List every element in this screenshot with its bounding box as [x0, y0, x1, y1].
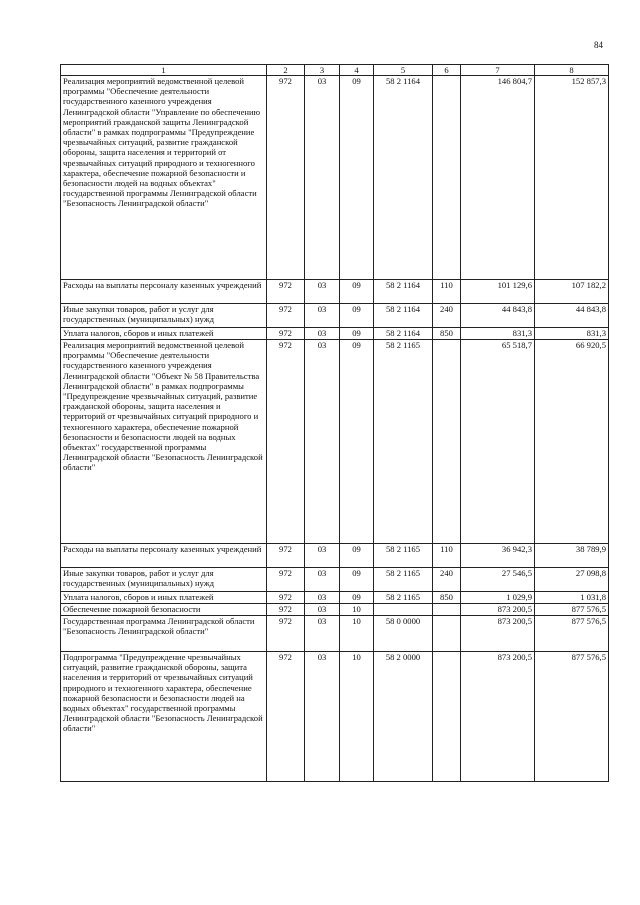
cell-sum-year1: 44 843,8 [461, 304, 535, 328]
cell-subsection: 09 [340, 76, 374, 280]
cell-grbs: 972 [267, 592, 305, 604]
table-row [61, 616, 609, 652]
cell-expense-type: 850 [433, 328, 461, 340]
cell-subsection: 09 [340, 592, 374, 604]
table-row [61, 544, 609, 568]
cell-sum-year2: 38 789,9 [535, 544, 609, 568]
cell-subsection: 09 [340, 544, 374, 568]
cell-sum-year1: 873 200,5 [461, 616, 535, 652]
cell-target-article: 58 2 1165 [374, 568, 433, 592]
table-row [61, 304, 609, 328]
cell-target-article: 58 2 1165 [374, 592, 433, 604]
cell-section: 03 [305, 568, 340, 592]
row-description: Подпрограмма "Предупреждение чрезвычайных ситуаций, развитие гражданской обороны, защита населения и территорий от чрезвычайных ситуаций природного и техногенного характера, обеспечение пожарной безопасности и безопасности людей на водных объектах" государственной программы Ленинградской области "Безопасность Ленинградской области" [61, 652, 267, 782]
cell-sum-year1: 873 200,5 [461, 652, 535, 782]
budget-table [60, 64, 609, 782]
column-header: 8 [535, 65, 609, 76]
column-header: 4 [340, 65, 374, 76]
cell-sum-year1: 873 200,5 [461, 604, 535, 616]
cell-sum-year1: 27 546,5 [461, 568, 535, 592]
cell-target-article: 58 2 1164 [374, 304, 433, 328]
cell-section: 03 [305, 76, 340, 280]
cell-subsection: 09 [340, 280, 374, 304]
cell-section: 03 [305, 544, 340, 568]
cell-grbs: 972 [267, 280, 305, 304]
cell-expense-type: 850 [433, 592, 461, 604]
cell-section: 03 [305, 592, 340, 604]
table-row [61, 76, 609, 280]
cell-grbs: 972 [267, 568, 305, 592]
cell-grbs: 972 [267, 76, 305, 280]
table-header-row [61, 65, 609, 76]
cell-target-article: 58 2 1165 [374, 340, 433, 544]
cell-expense-type: 110 [433, 280, 461, 304]
table-row [61, 604, 609, 616]
cell-expense-type [433, 76, 461, 280]
cell-sum-year2: 877 576,5 [535, 604, 609, 616]
cell-sum-year1: 831,3 [461, 328, 535, 340]
cell-target-article: 58 2 0000 [374, 652, 433, 782]
cell-subsection: 10 [340, 616, 374, 652]
column-header: 1 [61, 65, 267, 76]
cell-sum-year1: 1 029,9 [461, 592, 535, 604]
row-description: Расходы на выплаты персоналу казенных учреждений [61, 280, 267, 304]
cell-expense-type [433, 652, 461, 782]
row-description: Уплата налогов, сборов и иных платежей [61, 328, 267, 340]
cell-sum-year2: 27 098,8 [535, 568, 609, 592]
page-number: 84 [594, 40, 603, 50]
cell-sum-year2: 1 031,8 [535, 592, 609, 604]
cell-section: 03 [305, 340, 340, 544]
cell-section: 03 [305, 652, 340, 782]
cell-subsection: 09 [340, 328, 374, 340]
cell-sum-year1: 65 518,7 [461, 340, 535, 544]
cell-sum-year1: 36 942,3 [461, 544, 535, 568]
cell-sum-year2: 66 920,5 [535, 340, 609, 544]
table-row [61, 280, 609, 304]
cell-sum-year1: 146 804,7 [461, 76, 535, 280]
cell-subsection: 10 [340, 604, 374, 616]
cell-section: 03 [305, 616, 340, 652]
cell-target-article [374, 604, 433, 616]
cell-sum-year2: 107 182,2 [535, 280, 609, 304]
cell-subsection: 09 [340, 304, 374, 328]
cell-grbs: 972 [267, 544, 305, 568]
cell-grbs: 972 [267, 616, 305, 652]
row-description: Расходы на выплаты персоналу казенных учреждений [61, 544, 267, 568]
column-header: 7 [461, 65, 535, 76]
row-description: Уплата налогов, сборов и иных платежей [61, 592, 267, 604]
cell-grbs: 972 [267, 328, 305, 340]
cell-expense-type [433, 340, 461, 544]
cell-section: 03 [305, 304, 340, 328]
table-row [61, 568, 609, 592]
row-description: Реализация мероприятий ведомственной целевой программы "Обеспечение деятельности государственного казенного учреждения Ленинградской области "Объект № 58 Правительства Ленинградской области" в рамках подпрограммы "Предупреждение чрезвычайных ситуаций, развитие гражданской обороны, защита населения и территорий от чрезвычайных ситуаций природного и техногенного характера, обеспечение пожарной безопасности и безопасности людей на водных объектах" государственной программы Ленинградской области "Безопасность Ленинградской области" [61, 340, 267, 544]
cell-subsection: 09 [340, 340, 374, 544]
row-description: Обеспечение пожарной безопасности [61, 604, 267, 616]
cell-grbs: 972 [267, 604, 305, 616]
cell-expense-type [433, 616, 461, 652]
cell-sum-year2: 877 576,5 [535, 616, 609, 652]
cell-section: 03 [305, 328, 340, 340]
cell-expense-type [433, 604, 461, 616]
cell-target-article: 58 0 0000 [374, 616, 433, 652]
cell-sum-year2: 877 576,5 [535, 652, 609, 782]
column-header: 2 [267, 65, 305, 76]
cell-grbs: 972 [267, 652, 305, 782]
cell-section: 03 [305, 280, 340, 304]
cell-sum-year1: 101 129,6 [461, 280, 535, 304]
cell-expense-type: 110 [433, 544, 461, 568]
column-header: 6 [433, 65, 461, 76]
cell-target-article: 58 2 1164 [374, 76, 433, 280]
cell-target-article: 58 2 1164 [374, 328, 433, 340]
table-row [61, 340, 609, 544]
row-description: Государственная программа Ленинградской области "Безопасность Ленинградской области" [61, 616, 267, 652]
row-description: Иные закупки товаров, работ и услуг для государственных (муниципальных) нужд [61, 304, 267, 328]
cell-grbs: 972 [267, 304, 305, 328]
cell-section: 03 [305, 604, 340, 616]
row-description: Реализация мероприятий ведомственной целевой программы "Обеспечение деятельности государственного казенного учреждения Ленинградской области "Управление по обеспечению мероприятий гражданской защиты Ленинградской области" в рамках подпрограммы "Предупреждение чрезвычайных ситуаций, развитие гражданской обороны, защита населения и территорий от чрезвычайных ситуаций природного и техногенного характера, обеспечение пожарной безопасности и безопасности людей на водных объектах" государственной программы Ленинградской области "Безопасность Ленинградской области" [61, 76, 267, 280]
cell-expense-type: 240 [433, 304, 461, 328]
table-row [61, 592, 609, 604]
cell-subsection: 10 [340, 652, 374, 782]
row-description: Иные закупки товаров, работ и услуг для государственных (муниципальных) нужд [61, 568, 267, 592]
table-row [61, 328, 609, 340]
cell-grbs: 972 [267, 340, 305, 544]
table-row [61, 652, 609, 782]
cell-expense-type: 240 [433, 568, 461, 592]
cell-subsection: 09 [340, 568, 374, 592]
cell-target-article: 58 2 1164 [374, 280, 433, 304]
cell-sum-year2: 44 843,8 [535, 304, 609, 328]
column-header: 3 [305, 65, 340, 76]
column-header: 5 [374, 65, 433, 76]
cell-sum-year2: 152 857,3 [535, 76, 609, 280]
cell-sum-year2: 831,3 [535, 328, 609, 340]
cell-target-article: 58 2 1165 [374, 544, 433, 568]
